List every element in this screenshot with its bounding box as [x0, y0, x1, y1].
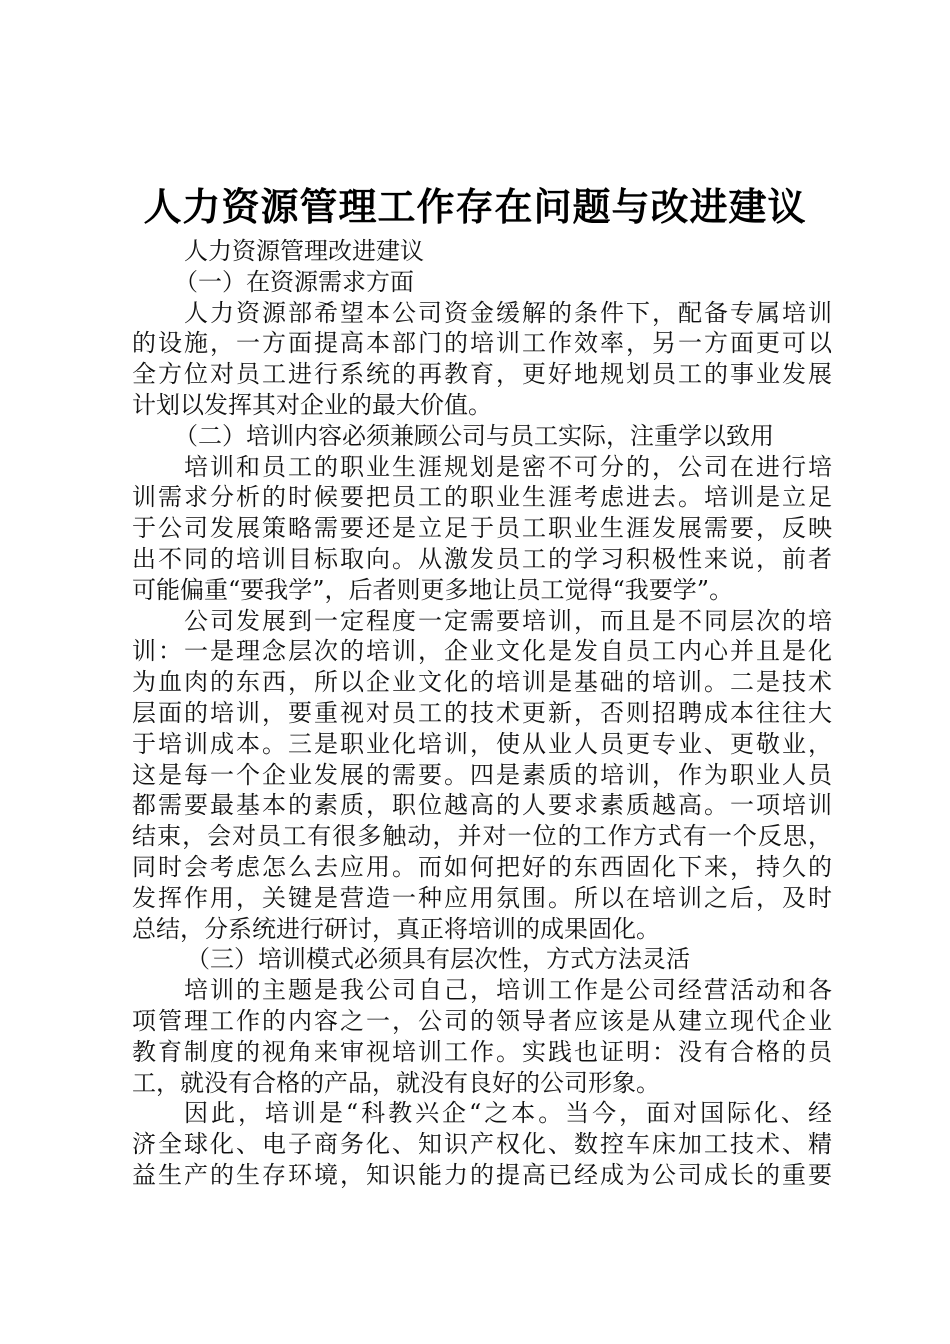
- text-line: 于公司发展策略需要还是立足于员工职业生涯发展需要，反映: [132, 514, 832, 543]
- text-line: 教育制度的视角来审视培训工作。实践也证明：没有合格的员: [132, 1037, 832, 1066]
- text-line: 公司发展到一定程度一定需要培训，而且是不同层次的培: [184, 606, 832, 635]
- text-line: 的设施，一方面提高本部门的培训工作效率，另一方面更可以: [132, 329, 832, 358]
- document-body: [132, 236, 832, 1191]
- text-line: 全方位对员工进行系统的再教育，更好地规划员工的事业发展: [132, 360, 832, 389]
- text-line: 工，就没有合格的产品，就没有良好的公司形象。: [132, 1068, 660, 1097]
- text-line: 发挥作用，关键是营造一种应用氛围。所以在培训之后，及时: [132, 883, 832, 912]
- text-line: （一）在资源需求方面: [174, 267, 414, 296]
- text-line: 人力资源管理改进建议: [184, 237, 424, 265]
- text-line: 培训和员工的职业生涯规划是密不可分的，公司在进行培: [184, 452, 832, 481]
- text-line: （三）培训模式必须具有层次性，方式方法灵活: [186, 945, 690, 974]
- document-title: 人力资源管理工作存在问题与改进建议: [143, 184, 807, 229]
- text-line: 这是每一个企业发展的需要。四是素质的培训，作为职业人员: [132, 760, 832, 789]
- text-line: 为血肉的东西，所以企业文化的培训是基础的培训。二是技术: [132, 668, 832, 697]
- text-line: 项管理工作的内容之一，公司的领导者应该是从建立现代企业: [132, 1006, 832, 1035]
- text-line: 结束，会对员工有很多触动，并对一位的工作方式有一个反思，: [132, 822, 832, 851]
- text-line: 因此，培训是“科教兴企“之本。当今，面对国际化、经: [184, 1099, 832, 1128]
- text-line: 训需求分析的时候要把员工的职业生涯考虑进去。培训是立足: [132, 483, 832, 512]
- text-line: 济全球化、电子商务化、知识产权化、数控车床加工技术、精: [132, 1130, 832, 1159]
- text-line: 都需要最基本的素质，职位越高的人要求素质越高。一项培训: [132, 791, 832, 820]
- text-line: 出不同的培训目标取向。从激发员工的学习积极性来说，前者: [132, 544, 832, 573]
- text-line: 人力资源部希望本公司资金缓解的条件下，配备专属培训: [184, 298, 832, 327]
- text-line: 培训的主题是我公司自己，培训工作是公司经营活动和各: [184, 976, 832, 1005]
- text-line: （二）培训内容必须兼顾公司与员工实际，注重学以致用: [174, 421, 774, 450]
- text-line: 同时会考虑怎么去应用。而如何把好的东西固化下来，持久的: [132, 852, 832, 881]
- text-line: 可能偏重“要我学”，后者则更多地让员工觉得“我要学”。: [132, 575, 734, 604]
- text-line: 总结，分系统进行研讨，真正将培训的成果固化。: [132, 914, 660, 943]
- text-line: 训：一是理念层次的培训，企业文化是发自员工内心并且是化: [132, 637, 832, 666]
- text-line: 于培训成本。三是职业化培训，使从业人员更专业、更敬业，: [132, 729, 832, 758]
- text-line: 益生产的生存环境，知识能力的提高已经成为公司成长的重要: [132, 1160, 832, 1189]
- text-line: 层面的培训，要重视对员工的技术更新，否则招聘成本往往大: [132, 698, 832, 727]
- text-line: 计划以发挥其对企业的最大价值。: [132, 390, 492, 419]
